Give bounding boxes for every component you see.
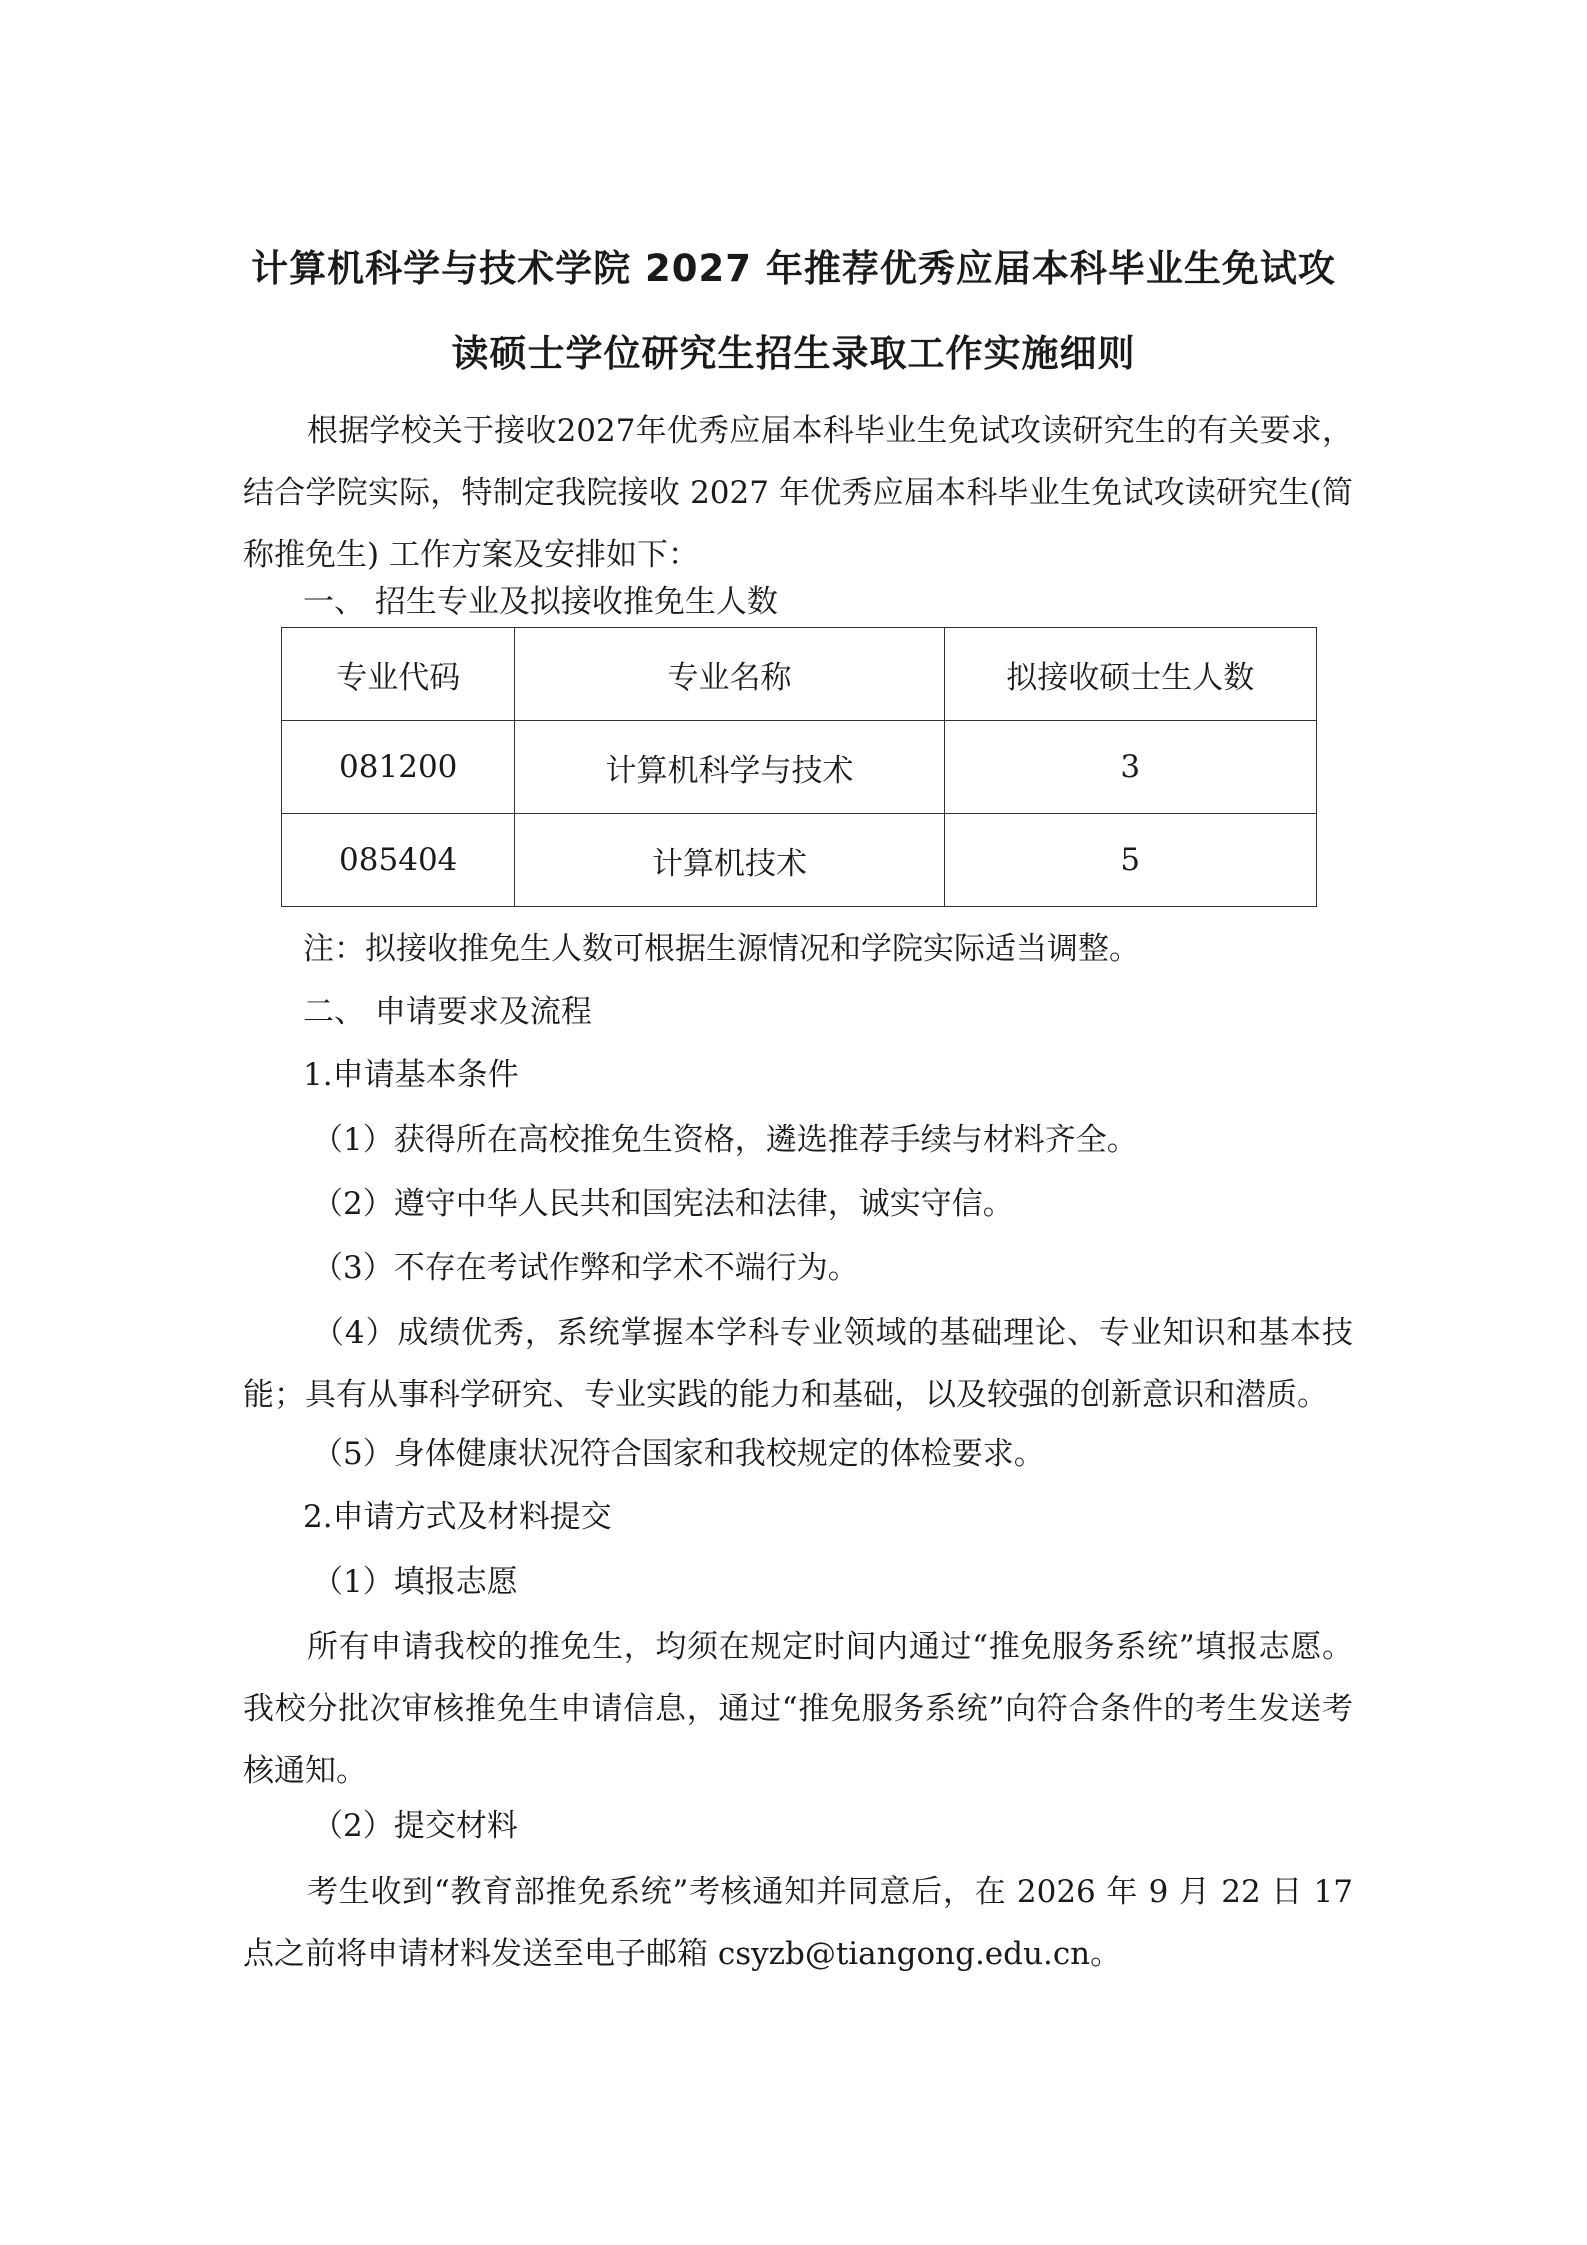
condition-item: （5）身体健康状况符合国家和我校规定的体检要求。 xyxy=(312,1436,1045,1472)
intro-paragraph: 根据学校关于接收2027年优秀应届本科毕业生免试攻读研究生的有关要求，结合学院实际，特制定我院接收 2027 年优秀应届本科毕业生免试攻读研究生(简称推免生) 工作方案及安排如下： xyxy=(243,413,1353,573)
table-header-cell: 专业名称 xyxy=(515,628,944,721)
table-header-cell: 专业代码 xyxy=(282,628,515,721)
step-paragraph: 考生收到“教育部推免系统”考核通知并同意后，在 2026 年 9 月 22 日 17 点之前将申请材料发送至电子邮箱 csyzb@tiangong.edu.cn。 xyxy=(243,1874,1353,1972)
condition-item: （3）不存在考试作弊和学术不端行为。 xyxy=(312,1250,859,1286)
table-header-row xyxy=(282,628,1317,721)
table-cell: 3 xyxy=(944,721,1316,814)
table-cell: 5 xyxy=(944,814,1316,907)
condition-item: （1）获得所在高校推免生资格，遴选推荐手续与材料齐全。 xyxy=(312,1122,1138,1158)
step-heading: （2）提交材料 xyxy=(312,1808,518,1844)
table-cell: 081200 xyxy=(282,721,515,814)
quota-table xyxy=(281,627,1317,907)
table-row xyxy=(282,721,1317,814)
condition-item: （2）遵守中华人民共和国宪法和法律，诚实守信。 xyxy=(312,1186,1014,1222)
table-cell: 计算机技术 xyxy=(515,814,944,907)
table-cell: 085404 xyxy=(282,814,515,907)
document-title-line-1: 计算机科学与技术学院 2027 年推荐优秀应届本科毕业生免试攻 xyxy=(251,247,1336,290)
sub-heading-conditions: 1.申请基本条件 xyxy=(303,1057,519,1093)
condition-item: （4）成绩优秀，系统掌握本学科专业领域的基础理论、专业知识和基本技能；具有从事科学研究、专业实践的能力和基础，以及较强的创新意识和潜质。 xyxy=(243,1315,1353,1413)
table-cell: 计算机科学与技术 xyxy=(515,721,944,814)
step-paragraph: 所有申请我校的推免生，均须在规定时间内通过“推免服务系统”填报志愿。我校分批次审核推免生申请信息，通过“推免服务系统”向符合条件的考生发送考核通知。 xyxy=(243,1629,1353,1789)
step-heading: （1）填报志愿 xyxy=(312,1564,518,1600)
section-2-heading: 二、 申请要求及流程 xyxy=(303,994,592,1030)
sub-heading-application: 2.申请方式及材料提交 xyxy=(303,1499,612,1535)
table-header-cell: 拟接收硕士生人数 xyxy=(944,628,1316,721)
table-row xyxy=(282,814,1317,907)
section-1-heading: 一、 招生专业及拟接收推免生人数 xyxy=(303,584,778,620)
document-title-line-2: 读硕士学位研究生招生录取工作实施细则 xyxy=(451,332,1136,375)
table-note: 注：拟接收推免生人数可根据生源情况和学院实际适当调整。 xyxy=(303,931,1140,967)
